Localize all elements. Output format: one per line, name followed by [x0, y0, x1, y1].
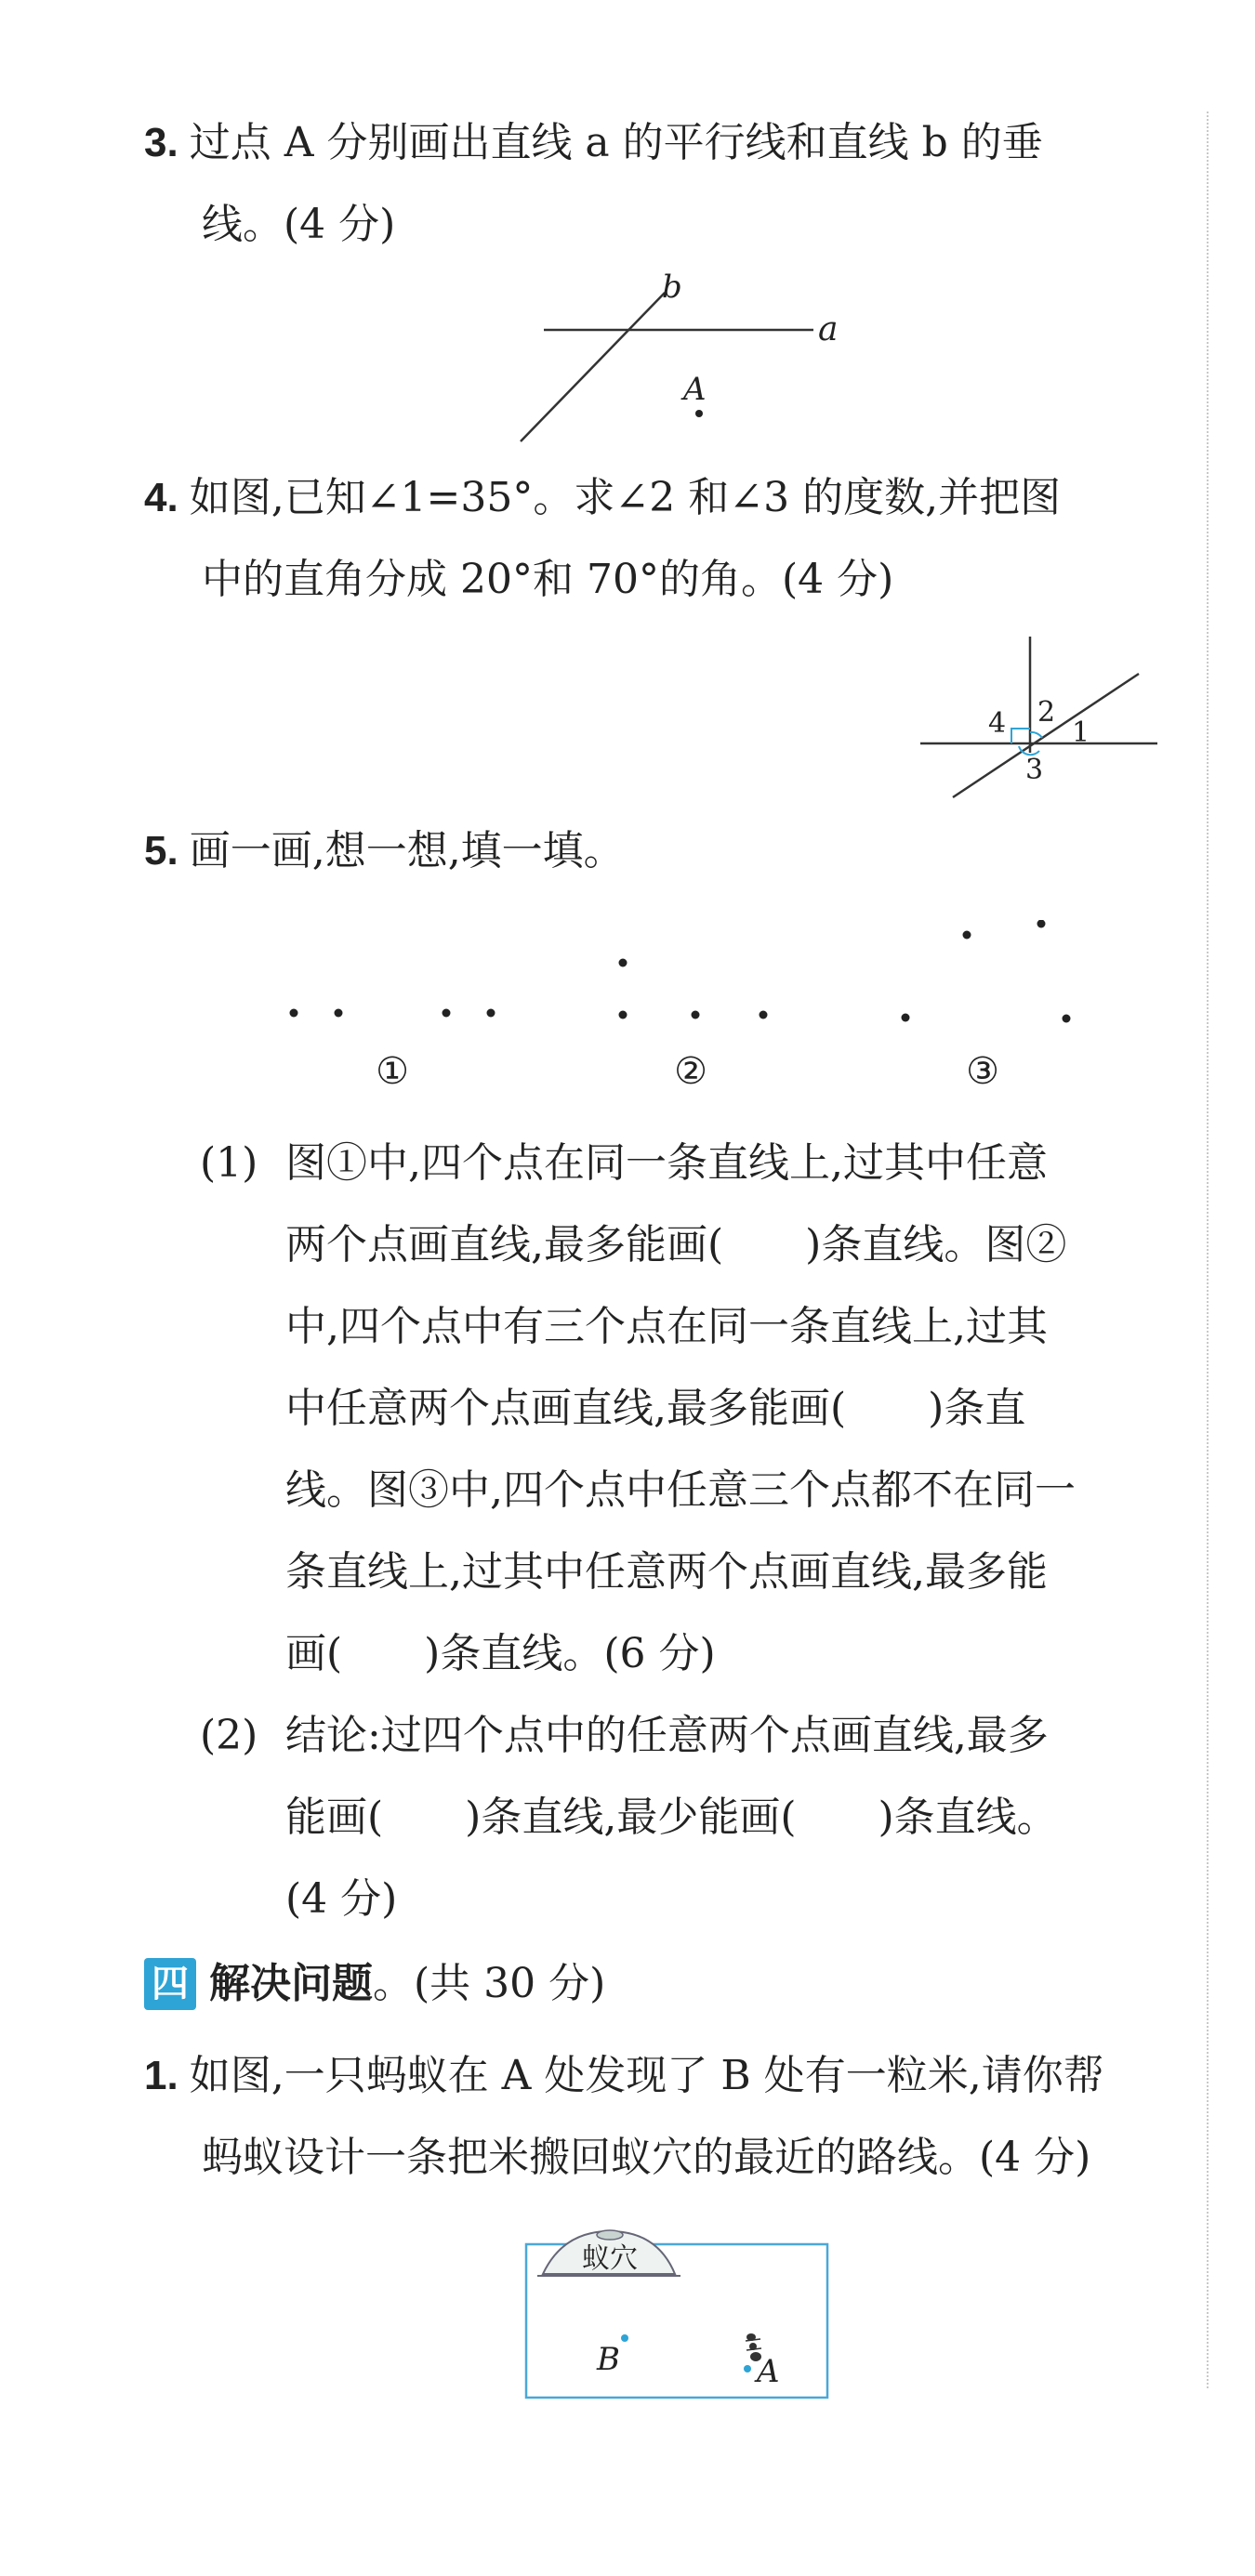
subquestion-text-line: (4 分): [285, 1875, 398, 1923]
angle-label-1: 1: [1072, 716, 1090, 749]
subquestion-1: [200, 1123, 1076, 1695]
section-score: 。(共 30 分): [373, 1960, 606, 2007]
figure-point-sets: [260, 920, 1097, 1106]
point-A: [744, 2365, 751, 2372]
question-number: 4.: [144, 475, 178, 520]
subquestion-2: [200, 1695, 1058, 1940]
angle-label-4: 4: [988, 707, 1007, 740]
subquestion-text-line: 中,四个点中有三个点在同一条直线上,过其: [285, 1303, 1048, 1350]
figure-label-1: ①: [376, 1050, 409, 1093]
point-set-3: [902, 920, 1071, 1023]
question-number: 3.: [144, 120, 178, 165]
point-B: [621, 2334, 628, 2342]
question-text-line: 蚂蚁设计一条把米搬回蚁穴的最近的路线。(4 分): [202, 2134, 1091, 2181]
question-text-line: 如图,已知∠1=35°。求∠2 和∠3 的度数,并把图: [189, 474, 1062, 521]
subquestion-text-line: 画( )条直线。(6 分): [285, 1630, 716, 1677]
label-b: b: [662, 269, 682, 306]
problem-1: [144, 2035, 1104, 2199]
figure-angles: [911, 623, 1171, 808]
question-text-line: 中的直角分成 20°和 70°的角。(4 分): [202, 556, 894, 603]
margin-dotted-rule: [1207, 112, 1209, 2388]
label-a: a: [818, 310, 839, 348]
section-header-4: [144, 1952, 605, 2017]
subquestion-text-line: 两个点画直线,最多能画( )条直线。图②: [285, 1221, 1067, 1268]
subquestion-text-line: 能画( )条直线,最少能画( )条直线。: [285, 1794, 1058, 1841]
question-number: 5.: [144, 828, 178, 874]
label-A: A: [683, 371, 707, 408]
figure-label-2: ②: [674, 1050, 707, 1093]
subquestion-label: (1): [200, 1139, 258, 1187]
nest-label: 蚁穴: [582, 2242, 638, 2275]
subquestion-text-line: 线。图③中,四个点中任意三个点都不在同一: [285, 1466, 1076, 1514]
question-text-line: 线。(4 分): [202, 201, 396, 248]
angle-arc-mark: [1030, 732, 1042, 738]
line-b: [521, 293, 665, 441]
section-badge: 四: [144, 1958, 196, 2010]
subquestion-label: (2): [200, 1712, 258, 1759]
question-4: [144, 457, 1061, 621]
point-set-1: [290, 1009, 495, 1018]
subquestion-text-line: 结论:过四个点中的任意两个点画直线,最多: [285, 1712, 1049, 1759]
subquestion-text-line: 中任意两个点画直线,最多能画( )条直: [285, 1385, 1026, 1432]
figure-ant-nest: [521, 2226, 837, 2407]
point-set-2: [619, 959, 768, 1019]
question-text-line: 如图,一只蚂蚁在 A 处发现了 B 处有一粒米,请你帮: [189, 2052, 1104, 2099]
question-number: 1.: [144, 2053, 178, 2098]
question-text-line: 画一画,想一想,填一填。: [189, 827, 625, 874]
point-A: [695, 410, 703, 417]
question-5: [144, 810, 625, 892]
subquestion-text-line: 条直线上,过其中任意两个点画直线,最多能: [285, 1548, 1048, 1596]
label-B: B: [597, 2341, 620, 2378]
figure-label-3: ③: [966, 1050, 999, 1093]
angle-label-2: 2: [1037, 696, 1056, 729]
angle-label-3: 3: [1025, 754, 1044, 786]
right-angle-mark: [1011, 729, 1030, 743]
label-A: A: [757, 2353, 780, 2390]
section-title: 解决问题: [209, 1960, 373, 2007]
subquestion-text-line: 图①中,四个点在同一条直线上,过其中任意: [285, 1139, 1048, 1187]
oblique-line: [953, 674, 1139, 797]
question-text-line: 过点 A 分别画出直线 a 的平行线和直线 b 的垂: [189, 119, 1043, 166]
question-3: [144, 102, 1043, 266]
figure-lines-a-b: [502, 269, 855, 455]
